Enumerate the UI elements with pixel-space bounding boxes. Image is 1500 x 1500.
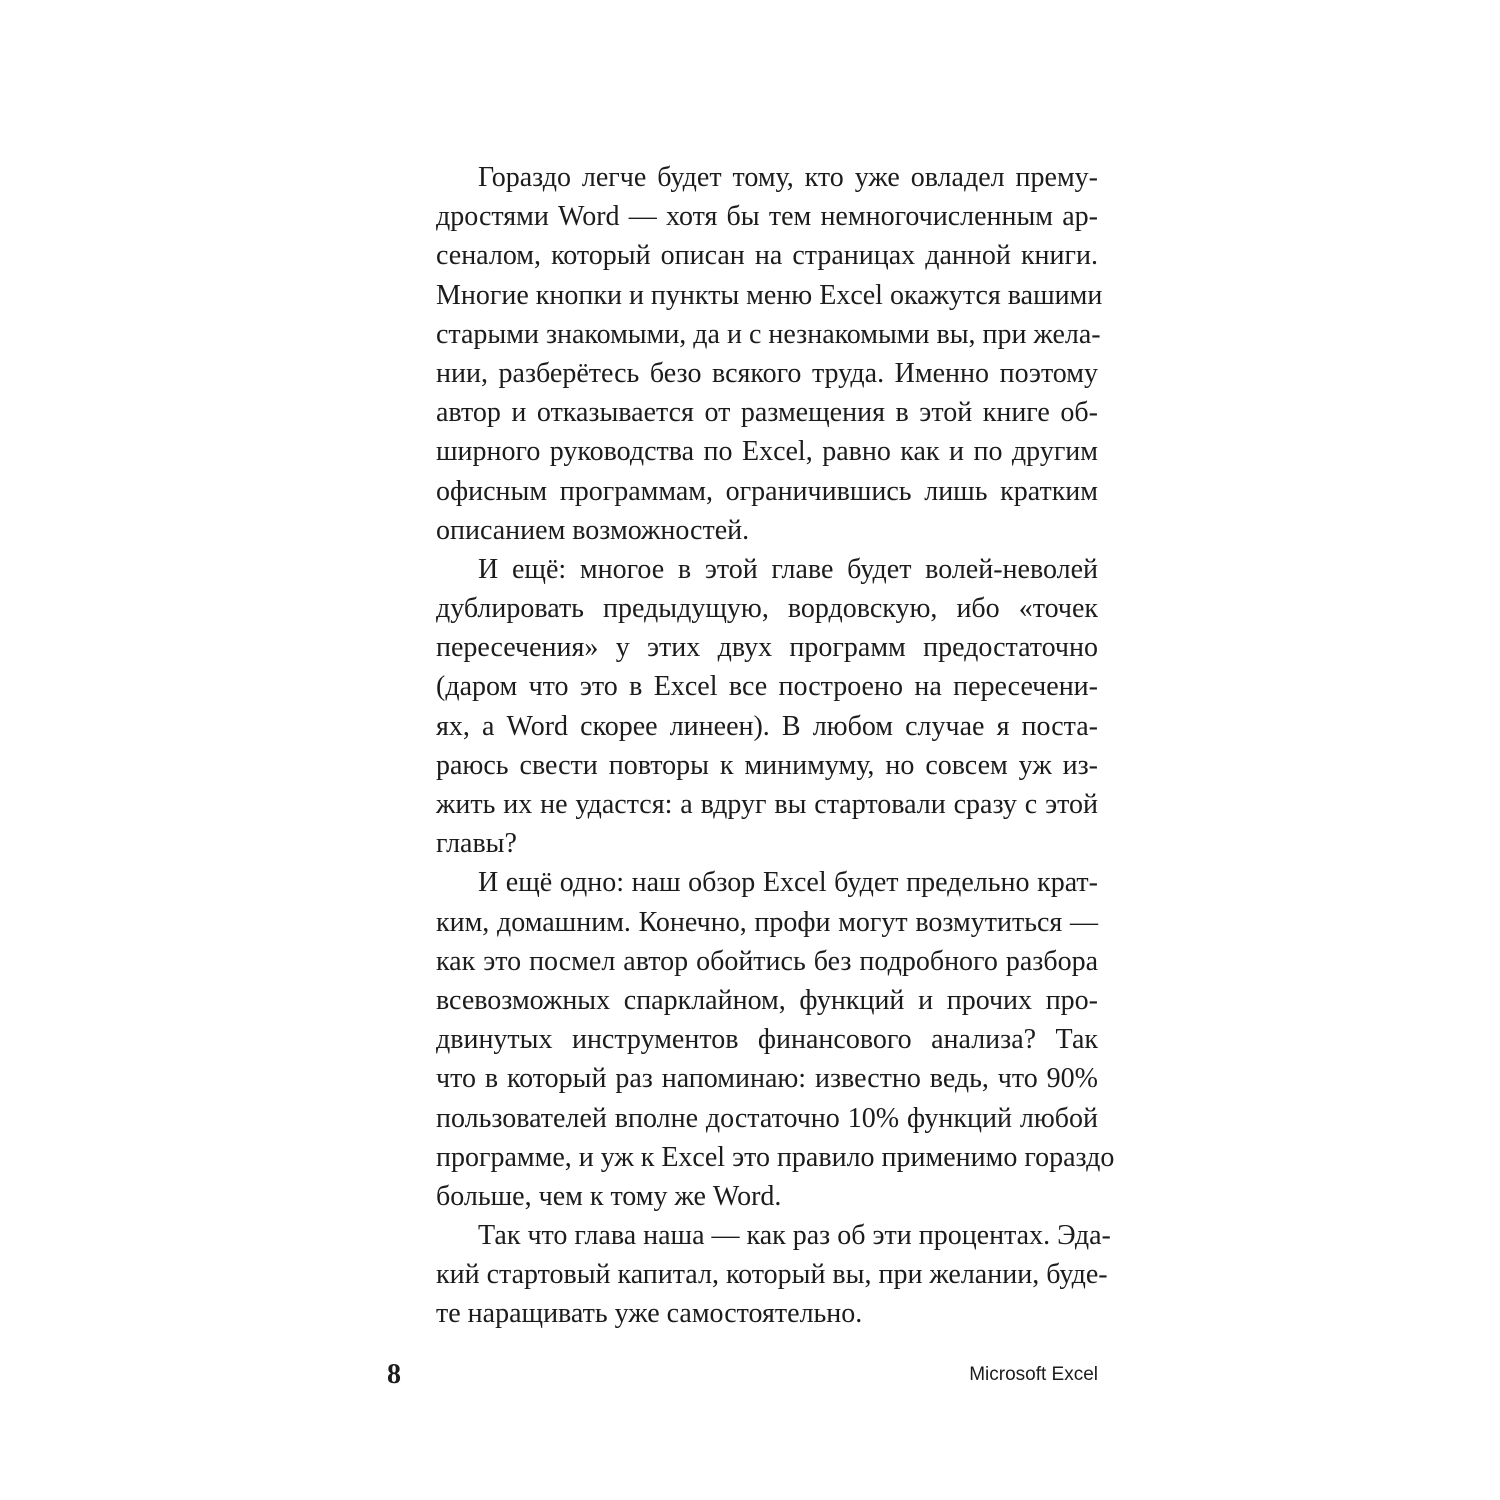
- text-line: больше, чем к тому же Word.: [436, 1180, 782, 1212]
- text-line: главы?: [436, 828, 517, 860]
- text-line: Так что глава наша — как раз об эти процентах. Эда-: [478, 1220, 1111, 1252]
- paragraph-4: [436, 1216, 1111, 1334]
- paragraph-3: [436, 863, 1115, 1216]
- text-line: дублировать предыдущую, вордовскую, ибо «точек: [436, 593, 1098, 625]
- text-line: раюсь свести повторы к минимуму, но совсем уж из-: [436, 749, 1098, 781]
- text-line: ширного руководства по Excel, равно как и по другим: [436, 436, 1098, 468]
- text-line: офисным программам, ограничившись лишь кратким: [436, 475, 1098, 507]
- text-line: программе, и уж к Excel это правило применимо гораздо: [436, 1141, 1115, 1173]
- text-line: всевозможных спарклайном, функций и прочих про-: [436, 984, 1098, 1016]
- text-line: старыми знакомыми, да и с незнакомыми вы, при жела-: [436, 318, 1101, 350]
- text-line: ким, домашним. Конечно, профи могут возмутиться —: [436, 906, 1098, 938]
- text-line: описанием возможностей.: [436, 514, 750, 546]
- paragraph-1: [436, 158, 1103, 550]
- text-line: Многие кнопки и пункты меню Excel окажутся вашими: [436, 279, 1103, 311]
- running-title: Microsoft Excel: [969, 1364, 1098, 1385]
- body-text: [436, 158, 1115, 1334]
- text-line: пересечения» у этих двух программ предостаточно: [436, 632, 1098, 664]
- text-line: (даром что это в Excel все построено на пересечени-: [436, 671, 1098, 703]
- text-line: как это посмел автор обойтись без подробного разбора: [436, 945, 1098, 977]
- text-line: те наращивать уже самостоятельно.: [436, 1298, 863, 1330]
- text-line: кий стартовый капитал, который вы, при желании, буде-: [436, 1259, 1108, 1291]
- text-line: что в который раз напоминаю: известно ведь, что 90%: [436, 1063, 1098, 1095]
- text-line: пользователей вполне достаточно 10% функций любой: [436, 1102, 1098, 1134]
- text-line: Гораздо легче будет тому, кто уже овладел прему-: [478, 162, 1098, 193]
- text-line: И ещё: многое в этой главе будет волей-неволей: [478, 553, 1098, 585]
- text-line: автор и отказывается от размещения в этой книге об-: [436, 397, 1098, 429]
- text-line: нии, разберётесь безо всякого труда. Именно поэтому: [436, 357, 1098, 389]
- text-line: жить их не удастся: а вдруг вы стартовали сразу с этой: [436, 789, 1098, 820]
- text-line: двинутых инструментов финансового анализа? Так: [436, 1024, 1098, 1056]
- paragraph-2: [436, 550, 1098, 864]
- page-number: 8: [387, 1359, 401, 1390]
- text-line: ях, а Word скорее линеен). В любом случае я поста-: [436, 710, 1098, 742]
- text-line: дростями Word — хотя бы тем немногочисленным ар-: [436, 201, 1098, 233]
- text-line: И ещё одно: наш обзор Excel будет предельно крат-: [478, 867, 1098, 899]
- text-line: сеналом, который описан на страницах данной книги.: [436, 240, 1098, 272]
